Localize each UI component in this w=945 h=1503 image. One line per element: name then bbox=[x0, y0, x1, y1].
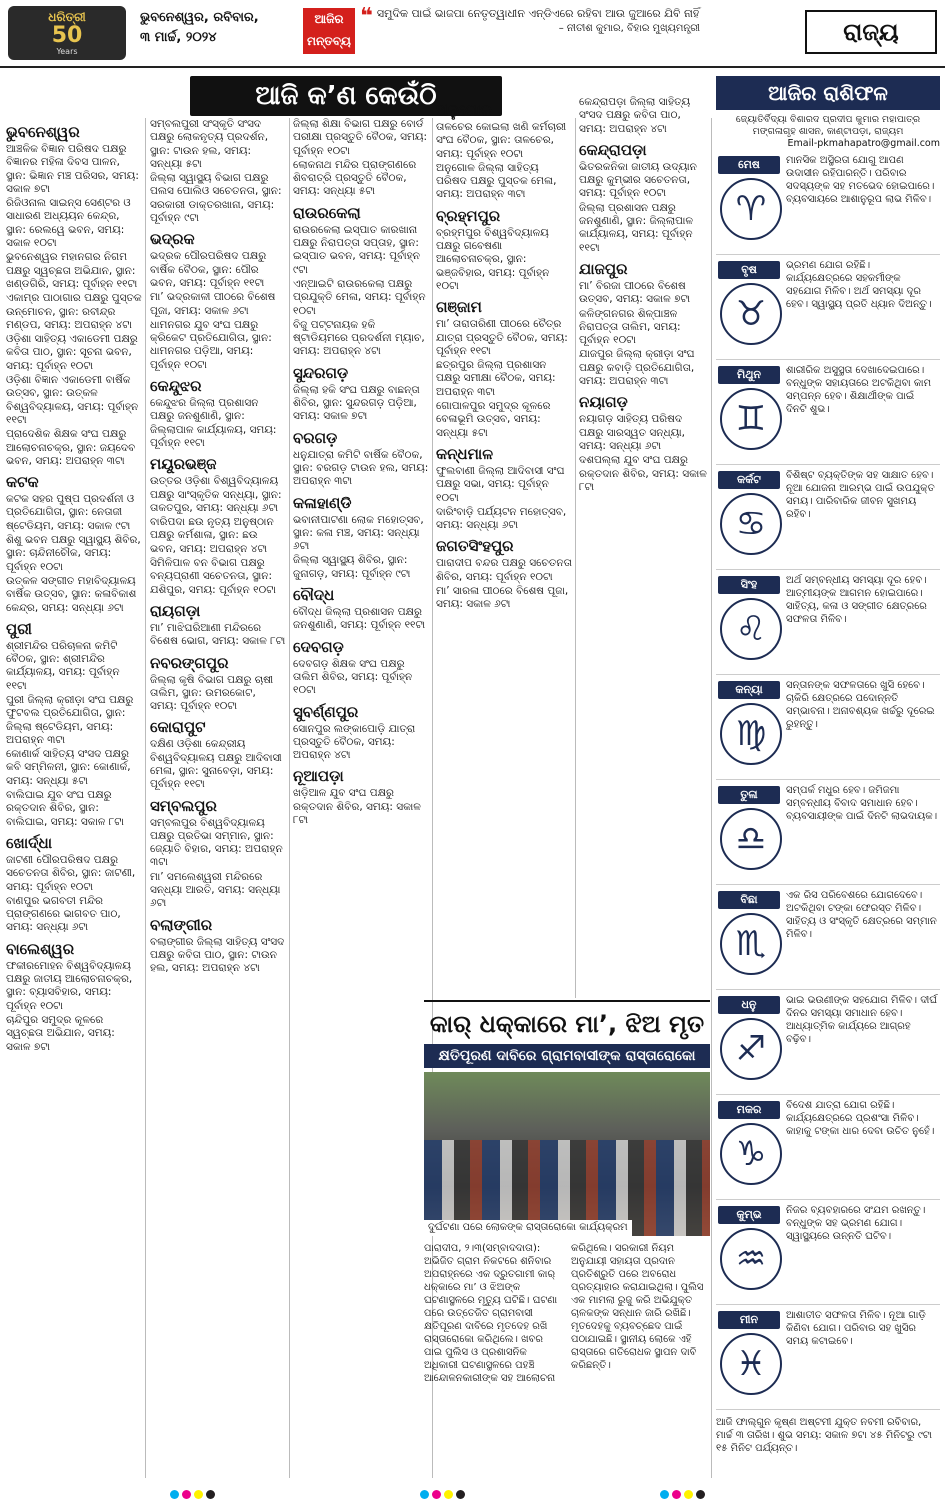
zodiac-prediction: ଅର୍ଥ ସମ୍ବନ୍ଧୀୟ ସମସ୍ୟା ଦୂର ହେବ। ଆତ୍ମୀୟଙ୍କ ଆଗମନ ହୋଇପାରେ। ସାହିତ୍ୟ, କଳା ଓ ସଙ୍ଗୀତ କ୍ଷେତ୍ରରେ ସଫଳତା ମିଳିବ। bbox=[786, 575, 927, 625]
event-listing: ଜିଲ୍ଲା ପ୍ରଶାସନ ପକ୍ଷରୁ ଜନଶୁଣାଣି, ସ୍ଥାନ: ଜିଲ୍ଲାପାଳ କାର୍ଯ୍ୟାଳୟ, ସମୟ: ପୂର୍ବାହ୍ନ ୧୧ଟା bbox=[579, 201, 693, 254]
zodiac-name: ମିଥୁନ bbox=[718, 366, 780, 384]
news-photo bbox=[424, 1072, 710, 1236]
column-divider bbox=[289, 118, 290, 1478]
event-listing: ଶ୍ରୀମନ୍ଦିର ପରିଚାଳନା କମିଟି ବୈଠକ, ସ୍ଥାନ: ଶ୍ରୀମନ୍ଦିର କାର୍ଯ୍ୟାଳୟ, ସମୟ: ପୂର୍ବାହ୍ନ ୧୧ଟା bbox=[6, 639, 120, 692]
district-heading: ସୁନ୍ଦରଗଡ଼ bbox=[293, 363, 349, 382]
photo-caption: ଦୁର୍ଘଟଣା ପରେ ଲୋକଙ୍କ ରାସ୍ତାରୋକୋ କାର୍ଯ୍ୟକ୍ରମ bbox=[424, 1220, 632, 1236]
event-listing: ଭବାନୀପାଟଣା ଲୋକ ମହୋତ୍ସବ, ସ୍ଥାନ: କଳା ମଞ୍ଚ, ସମୟ: ସନ୍ଧ୍ୟା ୬ଟା bbox=[293, 513, 424, 553]
event-listing: ଧାମନଗର ଯୁବ ସଂଘ ପକ୍ଷରୁ କ୍ରିକେଟ ପ୍ରତିଯୋଗିତା, ସ୍ଥାନ: ଧାମନଗର ପଡ଼ିଆ, ସମୟ: ପୂର୍ବାହ୍ନ ୧୦ଟା bbox=[150, 318, 272, 371]
district-heading: ଅନୁଗୋଳ bbox=[436, 101, 492, 119]
aaji-label-1: ଆଜିର bbox=[314, 12, 344, 26]
event-listing: ନୟାଗଡ଼ ସାହିତ୍ୟ ପରିଷଦ ପକ୍ଷରୁ ସାରସ୍ୱତ ସନ୍ଧ୍ୟା, ସମୟ: ସନ୍ଧ୍ୟା ୬ଟା bbox=[579, 413, 686, 452]
zodiac-prediction: ଭାଇ ଭଉଣୀଙ୍କ ସହଯୋଗ ମିଳିବ। ଦୀର୍ଘ ଦିନର ସମସ୍ୟା ସମାଧାନ ହେବ। ଆଧ୍ୟାତ୍ମିକ କାର୍ଯ୍ୟରେ ଆଗ୍ରହ ବଢ଼ିବ। bbox=[786, 995, 938, 1045]
district-heading: ଖୋର୍ଦ୍ଧା bbox=[6, 833, 53, 852]
zodiac-name: ବୃଷ bbox=[718, 261, 780, 279]
zodiac-list bbox=[716, 152, 940, 1410]
zodiac-prediction: ଶାରୀରିକ ଅସୁସ୍ଥତା ଦେଖାଦେଇପାରେ। ବନ୍ଧୁଙ୍କ ସହାୟତାରେ ଅଟକିଥିବା କାମ ସମ୍ପନ୍ନ ହେବ। ଶିକ୍ଷାର୍ଥୀଙ୍କ ପାଇଁ ଦିନଟି ଶୁଭ। bbox=[786, 365, 932, 415]
district-heading: ବରଗଡ଼ bbox=[293, 428, 338, 447]
zodiac-name: କୁମ୍ଭ bbox=[718, 1206, 780, 1224]
district-heading: କେନ୍ଦୁଝର bbox=[150, 377, 202, 396]
event-listing: ବ୍ରହ୍ମପୁର ବିଶ୍ୱବିଦ୍ୟାଳୟ ପକ୍ଷରୁ ଗବେଷଣା ଆଲୋଚନାଚକ୍ର, ସ୍ଥାନ: ଭଞ୍ଜବିହାର, ସମୟ: ପୂର୍ବାହ୍ନ ୧୦ଟା bbox=[436, 226, 550, 292]
district-heading: ନବରଙ୍ଗପୁର bbox=[150, 653, 229, 672]
masthead bbox=[0, 0, 945, 68]
zodiac-name: ତୁଳା bbox=[718, 786, 780, 804]
event-listing: ମା’ ବିରଜା ପୀଠରେ ବିଶେଷ ଉତ୍ସବ, ସମୟ: ସକାଳ ୭ଟା bbox=[579, 279, 691, 306]
logo-name: ଧରିତ୍ରୀ bbox=[48, 10, 86, 24]
zodiac-entry bbox=[716, 257, 940, 360]
events-banner: ଆଜି କ’ଣ କେଉଁଠି bbox=[190, 76, 502, 116]
event-listing: ଜିଲ୍ଲା ସ୍ୱାସ୍ଥ୍ୟ ବିଭାଗ ପକ୍ଷରୁ ପଲସ ପୋଲିଓ ସଚେତନତା, ସ୍ଥାନ: ସରକାରୀ ଡାକ୍ତରଖାନା, ସମୟ: ପୂର୍ବାହ୍ନ ୯ଟା bbox=[150, 172, 282, 225]
district-heading: ବାଲେଶ୍ୱର bbox=[6, 939, 75, 958]
horoscope-panel bbox=[716, 76, 940, 1476]
event-listing: ଜିଲ୍ଲା ହକି ସଂଘ ପକ୍ଷରୁ ବାଛନ୍ତା ଶିବିର, ସ୍ଥାନ: ସୁନ୍ଦରଗଡ଼ ପଡ଼ିଆ, ସମୟ: ସକାଳ ୭ଟା bbox=[293, 383, 420, 423]
event-listing: ଫକୀରମୋହନ ବିଶ୍ୱବିଦ୍ୟାଳୟ ପକ୍ଷରୁ ଜାତୀୟ ଆଲୋଚନାଚକ୍ର, ସ୍ଥାନ: ବ୍ୟାସବିହାର, ସମୟ: ପୂର୍ବାହ୍ନ ୧୦ଟା bbox=[6, 959, 133, 1012]
zodiac-entry bbox=[716, 467, 940, 570]
print-registration-bar bbox=[0, 1480, 945, 1498]
zodiac-symbol-icon: ♑ bbox=[720, 1123, 782, 1185]
district-heading: ବଲାଙ୍ଗୀର bbox=[150, 915, 213, 934]
zodiac-symbol-icon: ♈ bbox=[720, 178, 782, 240]
registration-dots bbox=[170, 1484, 218, 1493]
zodiac-entry bbox=[716, 1307, 940, 1410]
logo-years: Years bbox=[56, 47, 78, 56]
event-listing: କେନ୍ଦୁଝର ଜିଲ୍ଲା ପ୍ରଶାସନ ପକ୍ଷରୁ ଜନଶୁଣାଣି, ସ୍ଥାନ: ଜିଲ୍ଲାପାଳ କାର୍ଯ୍ୟାଳୟ, ସମୟ: ପୂର୍ବାହ୍ନ ୧୧ଟା bbox=[150, 397, 277, 449]
zodiac-name: ମକର bbox=[718, 1101, 780, 1119]
event-listing: ଖଡ଼ିଆଳ ଯୁବ ସଂଘ ପକ୍ଷରୁ ରକ୍ତଦାନ ଶିବିର, ସମୟ: ସକାଳ ୮ଟା bbox=[293, 787, 421, 826]
event-listing: ଏନ୍ଆଇଟି ରାଉରକେଲା ପକ୍ଷରୁ ପ୍ରଯୁକ୍ତି ମେଳା, ସମୟ: ପୂର୍ବାହ୍ନ ୧୦ଟା bbox=[293, 277, 426, 317]
event-listing: ଦକ୍ଷିଣ ଓଡ଼ିଶା କେନ୍ଦ୍ରୀୟ ବିଶ୍ୱବିଦ୍ୟାଳୟ ପକ୍ଷରୁ ଆଦିବାସୀ ମେଳା, ସ୍ଥାନ: ସୁନାବେଡ଼ା, ସମୟ: ପୂର୍ବାହ୍ନ ୧୧ଟା bbox=[150, 738, 282, 791]
zodiac-prediction: ଭ୍ରମଣ ଯୋଗ ରହିଛି। କାର୍ଯ୍ୟକ୍ଷେତ୍ରରେ ସହକର୍ମୀଙ୍କ ସହଯୋଗ ମିଳିବ। ଅର୍ଥ ସମସ୍ୟା ଦୂର ହେବ। ସ୍ୱାସ୍ଥ୍ୟ ପ୍ରତି ଧ୍ୟାନ ଦିଅନ୍ତୁ। bbox=[786, 260, 932, 310]
events-column-4 bbox=[436, 96, 572, 986]
zodiac-prediction: ଆଶାତୀତ ସଫଳତା ମିଳିବ। ନୂଆ ଗାଡ଼ି କିଣିବା ଯୋଗ। ପରିବାର ସହ ଖୁସିର ସମୟ କଟାଇବେ। bbox=[786, 1310, 926, 1347]
event-listing: ଭଦ୍ରକ ପୌରପରିଷଦ ପକ୍ଷରୁ ବାର୍ଷିକ ବୈଠକ, ସ୍ଥାନ: ପୌର ଭବନ, ସମୟ: ପୂର୍ବାହ୍ନ ୧୧ଟା bbox=[150, 250, 267, 289]
events-column-5 bbox=[579, 96, 707, 986]
event-listing: ଦାରିଂବାଡ଼ି ପର୍ଯ୍ୟଟନ ମହୋତ୍ସବ, ସମୟ: ସନ୍ଧ୍ୟା ୬ଟା bbox=[436, 505, 567, 532]
zodiac-prediction: ଏକ ରିସ ପରିବେଶରେ ଯୋଗଦେବେ। ଅଟକିଥିବା ଟଙ୍କା ଫେରସ୍ତ ମିଳିବ। ସାହିତ୍ୟ ଓ ସଂସ୍କୃତି କ୍ଷେତ୍ରରେ ସମ୍ମାନ ମିଳିବ। bbox=[786, 890, 937, 940]
news-subhead: କ୍ଷତିପୂରଣ ଦାବିରେ ଗ୍ରାମବାସୀଙ୍କ ରାସ୍ତାରୋକୋ bbox=[424, 1044, 710, 1068]
event-listing: ବାଲିଘାଇ ଯୁବ ସଂଘ ପକ୍ଷରୁ ରକ୍ତଦାନ ଶିବିର, ସ୍ଥାନ: ବାଲିଘାଇ, ସମୟ: ସକାଳ ୮ଟା bbox=[6, 789, 124, 828]
zodiac-name: ଧନୁ bbox=[718, 996, 780, 1014]
event-listing: ଭୁବନେଶ୍ୱର ମହାନଗର ନିଗମ ପକ୍ଷରୁ ସ୍ୱଚ୍ଛତା ଅଭିଯାନ, ସ୍ଥାନ: ଖଣ୍ଡଗିରି, ସମୟ: ପୂର୍ବାହ୍ନ ୧୧ଟା bbox=[6, 251, 138, 290]
news-story bbox=[424, 1000, 710, 1470]
event-listing: ଉତ୍କଳ ସଙ୍ଗୀତ ମହାବିଦ୍ୟାଳୟ ବାର୍ଷିକ ଉତ୍ସବ, ସ୍ଥାନ: କଳାବିକାଶ କେନ୍ଦ୍ର, ସମୟ: ସନ୍ଧ୍ୟା ୬ଟା bbox=[6, 574, 137, 614]
event-listing: ପୁରୀ ଜିଲ୍ଲା କ୍ରୀଡ଼ା ସଂଘ ପକ୍ଷରୁ ଫୁଟବଲ ପ୍ରତିଯୋଗିତା, ସ୍ଥାନ: ଜିଲ୍ଲା ଷ୍ଟେଡିୟମ, ସମୟ: ଅପରାହ୍ନ ୩ଟା bbox=[6, 693, 134, 746]
event-listing: ଗୋପାଳପୁର ସମୁଦ୍ର କୂଳରେ ବେଳାଭୂମି ଉତ୍ସବ, ସମୟ: ସନ୍ଧ୍ୟା ୫ଟା bbox=[436, 400, 551, 439]
zodiac-prediction: ବିଶିଷ୍ଟ ବ୍ୟକ୍ତିଙ୍କ ସହ ସାକ୍ଷାତ ହେବ। ନୂଆ ଯୋଜନା ଆରମ୍ଭ ପାଇଁ ଉପଯୁକ୍ତ ସମୟ। ପାରିବାରିକ ଜୀବନ ସୁଖମୟ ରହିବ। bbox=[786, 470, 935, 520]
district-heading: ସୁବର୍ଣ୍ଣପୁର bbox=[293, 702, 359, 721]
event-listing: ଧନୁଯାତ୍ରା କମିଟି ବାର୍ଷିକ ବୈଠକ, ସ୍ଥାନ: ବରଗଡ଼ ଟାଉନ ହଲ, ସମୟ: ଅପରାହ୍ନ ୩ଟା bbox=[293, 448, 429, 488]
district-heading: ଜଗତସିଂହପୁର bbox=[436, 537, 514, 556]
event-listing: ମା’ ଭଦ୍ରକାଳୀ ପୀଠରେ ବିଶେଷ ପୂଜା, ସମୟ: ସକାଳ ୬ଟା bbox=[150, 291, 276, 317]
date-line-2: ୩ ମାର୍ଚ୍ଚ, ୨୦୨୪ bbox=[140, 30, 217, 45]
astrologer-email: Email-pkmahapatro@gmail.com bbox=[787, 138, 940, 149]
district-heading: ରାୟଗଡ଼ା bbox=[150, 601, 201, 620]
events-column-2 bbox=[150, 118, 286, 1478]
zodiac-name: କନ୍ୟା bbox=[718, 681, 780, 699]
zodiac-symbol-icon: ♒ bbox=[720, 1228, 782, 1290]
event-listing: ଲୋକନାଥ ମନ୍ଦିର ପ୍ରାଙ୍ଗଣରେ ଶିବରାତ୍ରି ପ୍ରସ୍ତୁତି ବୈଠକ, ସମୟ: ସନ୍ଧ୍ୟା ୫ଟା bbox=[293, 158, 417, 198]
event-listing: କୋଣାର୍କ ସାହିତ୍ୟ ସଂସଦ ପକ୍ଷରୁ କବି ସମ୍ମିଳନୀ, ସ୍ଥାନ: କୋଣାର୍କ, ସମୟ: ସନ୍ଧ୍ୟା ୫ଟା bbox=[6, 748, 131, 787]
event-listing: ଏକାମ୍ର ପାଠାଗାର ପକ୍ଷରୁ ପୁସ୍ତକ ଉନ୍ମୋଚନ, ସ୍ଥାନ: ରବୀନ୍ଦ୍ର ମଣ୍ଡପ, ସମୟ: ଅପରାହ୍ନ ୪ଟା bbox=[6, 292, 142, 331]
district-heading: ବୌଦ୍ଧ bbox=[293, 586, 335, 605]
zodiac-symbol-icon: ♍ bbox=[720, 703, 782, 765]
event-listing: ଦେବଗଡ଼ ଶିକ୍ଷକ ସଂଘ ପକ୍ଷରୁ ତାଲିମ ଶିବିର, ସମୟ: ପୂର୍ବାହ୍ନ ୧୦ଟା bbox=[293, 657, 413, 697]
event-listing: ରିଜିଓନାଲ ସାଇନ୍ସ ସେଣ୍ଟର ଓ ସାଧାରଣ ଅଧ୍ୟୟନ କେନ୍ଦ୍ର, ସ୍ଥାନ: ରେଲୱେ ଭବନ, ସମୟ: ସକାଳ ୧୦ଟା bbox=[6, 197, 131, 250]
zodiac-entry bbox=[716, 992, 940, 1095]
event-listing: ସିମିଳିପାଳ ବନ ବିଭାଗ ପକ୍ଷରୁ ବନ୍ୟପ୍ରାଣୀ ସଚେତନତା, ସ୍ଥାନ: ଯଶିପୁର, ସମୟ: ପୂର୍ବାହ୍ନ ୧୦ଟା bbox=[150, 557, 276, 596]
zodiac-entry bbox=[716, 677, 940, 780]
zodiac-entry bbox=[716, 887, 940, 990]
aaji-mantabya-badge bbox=[303, 8, 355, 54]
event-listing: ଜିଲ୍ଲା ସ୍ୱାସ୍ଥ୍ୟ ଶିବିର, ସ୍ଥାନ: ଜୁନାଗଡ଼, ସମୟ: ପୂର୍ବାହ୍ନ ୯ଟା bbox=[293, 554, 411, 580]
event-listing: ଯାଜପୁର ଜିଲ୍ଲା କ୍ରୀଡ଼ା ସଂଘ ପକ୍ଷରୁ କବାଡ଼ି ପ୍ରତିଯୋଗିତା, ସମୟ: ଅପରାହ୍ନ ୩ଟା bbox=[579, 348, 695, 388]
column-divider bbox=[575, 118, 576, 998]
quote-author: – ନୀତୀଶ କୁମାର, ବିହାର ମୁଖ୍ୟମନ୍ତ୍ରୀ bbox=[558, 23, 700, 34]
news-body bbox=[424, 1242, 710, 1385]
event-listing: କେନ୍ଦ୍ରାପଡ଼ା ଜିଲ୍ଲା ସାହିତ୍ୟ ସଂସଦ ପକ୍ଷରୁ କବିତା ପାଠ, ସମୟ: ଅପରାହ୍ନ ୪ଟା bbox=[579, 96, 691, 135]
event-listing: ଜିଲ୍ଲା ଶିକ୍ଷା ବିଭାଗ ପକ୍ଷରୁ ବୋର୍ଡ ପରୀକ୍ଷା ପ୍ରସ୍ତୁତି ବୈଠକ, ସମୟ: ପୂର୍ବାହ୍ନ ୧୦ଟା bbox=[293, 118, 428, 157]
event-listing: ବୌଦ୍ଧ ଜିଲ୍ଲା ପ୍ରଶାସନ ପକ୍ଷରୁ ଜନଶୁଣାଣି, ସମୟ: ପୂର୍ବାହ୍ନ ୧୧ଟା bbox=[293, 606, 426, 632]
event-listing: ଆଞ୍ଚଳିକ ବିଜ୍ଞାନ ପରିଷଦ ପକ୍ଷରୁ ବିଜ୍ଞାନର ମହିଳା ଦିବସ ପାଳନ, ସ୍ଥାନ: ଭିଜ୍ଞାନ ମଞ୍ଚ ପରିସର, ସମୟ: ସକାଳ ୭ଟା bbox=[6, 143, 139, 195]
event-listing: ରାଉରକେଲା ଇସ୍ପାତ କାରଖାନା ପକ୍ଷରୁ ନିରାପତ୍ତା ସପ୍ତାହ, ସ୍ଥାନ: ଇସ୍ପାତ ଭବନ, ସମୟ: ପୂର୍ବାହ୍ନ ୯ଟା bbox=[293, 223, 420, 276]
quote-of-day bbox=[360, 6, 700, 36]
zodiac-symbol-icon: ♋ bbox=[720, 493, 782, 555]
event-listing: ମା’ ମାଝିଘରିଆଣୀ ମନ୍ଦିରରେ ବିଶେଷ ଭୋଗ, ସମୟ: ସକାଳ ୮ଟା bbox=[150, 621, 286, 648]
district-heading: କଟକ bbox=[6, 473, 39, 492]
event-listing: ଉତ୍ତର ଓଡ଼ିଶା ବିଶ୍ୱବିଦ୍ୟାଳୟ ପକ୍ଷରୁ ସାଂସ୍କୃତିକ ସନ୍ଧ୍ୟା, ସ୍ଥାନ: ତାକତପୁର, ସମୟ: ସନ୍ଧ୍ୟା ୬ଟା bbox=[150, 475, 282, 514]
quote-mark-icon: ❝ bbox=[360, 4, 373, 29]
column-divider bbox=[145, 118, 146, 1478]
event-listing: କଳିଙ୍ଗନଗର ଶିଳ୍ପାଞ୍ଚଳ ନିରାପତ୍ତା ତାଲିମ, ସମୟ: ପୂର୍ବାହ୍ନ ୧୦ଟା bbox=[579, 307, 681, 347]
district-heading: କେନ୍ଦ୍ରାପଡ଼ା bbox=[579, 140, 647, 159]
district-heading: ପୁରୀ bbox=[6, 619, 32, 638]
event-listing: ଜିଲ୍ଲା କୃଷି ବିଭାଗ ପକ୍ଷରୁ ଚାଷୀ ତାଲିମ, ସ୍ଥାନ: ଉମରକୋଟ, ସମୟ: ପୂର୍ବାହ୍ନ ୧୦ଟା bbox=[150, 673, 274, 713]
registration-dots bbox=[420, 1484, 468, 1493]
event-listing: ଓଡ଼ିଶା ବିଜ୍ଞାନ ଏକାଡେମୀ ବାର୍ଷିକ ଉତ୍ସବ, ସ୍ଥାନ: ଉତ୍କଳ ବିଶ୍ୱବିଦ୍ୟାଳୟ, ସମୟ: ପୂର୍ବାହ୍ନ ୧୧ଟା bbox=[6, 374, 139, 426]
district-heading: କଳାହାଣ୍ଡି bbox=[293, 493, 352, 512]
quote-text: ସମୁଦିକ ପାଇଁ ଭାଜପା ନେତୃତ୍ୱାଧୀନ ଏନ୍‌ଡିଏରେ ରହିବା ଆଉ ଜୁଆରେ ଯିବି ନାହିଁ bbox=[376, 7, 700, 20]
zodiac-entry bbox=[716, 782, 940, 885]
zodiac-entry bbox=[716, 1202, 940, 1305]
district-heading: ମୟୂରଭଞ୍ଜ bbox=[150, 455, 217, 474]
event-listing: ବାରିପଦା ଛଉ ନୃତ୍ୟ ଅନୁଷ୍ଠାନ ପକ୍ଷରୁ କର୍ମଶାଳା, ସ୍ଥାନ: ଛଉ ଭବନ, ସମୟ: ଅପରାହ୍ନ ୪ଟା bbox=[150, 516, 274, 555]
district-heading: କନ୍ଧମାଳ bbox=[436, 444, 494, 463]
event-listing: ଛତ୍ରପୁର ଜିଲ୍ଲା ପ୍ରଶାସନ ପକ୍ଷରୁ ସମୀକ୍ଷା ବୈଠକ, ସମୟ: ଅପରାହ୍ନ ୩ଟା bbox=[436, 359, 556, 398]
event-listing: ଫୁଲବାଣୀ ଜିଲ୍ଲା ଆଦିବାସୀ ସଂଘ ପକ୍ଷରୁ ସଭା, ସମୟ: ପୂର୍ବାହ୍ନ ୧୦ଟା bbox=[436, 464, 565, 504]
zodiac-name: ସିଂହ bbox=[718, 576, 780, 594]
astrologer-name: ଜ୍ୟୋତିର୍ବିଦ୍ୟା ବିଶାରଦ ପ୍ରଦୀପ କୁମାର ମହାପାତ୍ର ମଙ୍ଗଳାଗୃହ ଶାସନ, କାଣ୍ଟାପଡ଼ା, ରାଜ୍ୟମ bbox=[735, 114, 921, 137]
registration-dots bbox=[660, 1484, 708, 1493]
event-listing: ଅନୁଗୋଳ ଜିଲ୍ଲା ସାହିତ୍ୟ ପରିଷଦ ପକ୍ଷରୁ ପୁସ୍ତକ ମେଳା, ସମୟ: ଅପରାହ୍ନ ୩ଟା bbox=[436, 161, 557, 201]
event-listing: କଟକ ସହର ପୁଷ୍ପ ପ୍ରଦର୍ଶନୀ ଓ ପ୍ରତିଯୋଗିତା, ସ୍ଥାନ: ନେତାଜୀ ଷ୍ଟେଡିୟମ, ସମୟ: ସକାଳ ୯ଟା bbox=[6, 493, 135, 532]
zodiac-name: ବିଛା bbox=[718, 891, 780, 909]
event-listing: ମା’ ସାରଳା ପୀଠରେ ବିଶେଷ ପୂଜା, ସମୟ: ସକାଳ ୬ଟା bbox=[436, 585, 569, 611]
events-column-3 bbox=[293, 118, 429, 1478]
panchang-note: ଆଜି ଫାଲ୍‌ଗୁନ କୃଷ୍ଣ ଅଷ୍ଟମୀ ଯୁକ୍ତ ନବମୀ ରବିବାର, ମାର୍ଚ୍ଚ ୩ ତାରିଖ। ଶୁଭ ସମୟ: ସକାଳ ୭ଟା ୪୫ ମିନିଟରୁ ୯ଟା ୧୫ ମିନିଟ ପର୍ଯ୍ୟନ୍ତ। bbox=[716, 1417, 932, 1454]
district-heading: ସମ୍ବଲପୁର bbox=[150, 796, 217, 815]
aaji-label-2: ମନ୍ତବ୍ୟ bbox=[307, 34, 351, 48]
event-listing: ବିଜୁ ପଟ୍ଟନାୟକ ହକି ଷ୍ଟାଡିୟମରେ ପ୍ରଦର୍ଶନୀ ମ୍ୟାଚ, ସମୟ: ଅପରାହ୍ନ ୪ଟା bbox=[293, 318, 425, 358]
event-listing: ସମ୍ବଲପୁର ବିଶ୍ୱବିଦ୍ୟାଳୟ ପକ୍ଷରୁ ପ୍ରତିଭା ସମ୍ମାନ, ସ୍ଥାନ: ଜ୍ୟୋତି ବିହାର, ସମୟ: ଅପରାହ୍ନ ୩ଟା bbox=[150, 816, 283, 869]
events-column-1 bbox=[6, 118, 142, 1478]
event-listing: ସମ୍ବଲପୁରୀ ସଂସ୍କୃତି ସଂସଦ ପକ୍ଷରୁ ଲୋକନୃତ୍ୟ ପ୍ରଦର୍ଶନ, ସ୍ଥାନ: ଟାଉନ ହଲ, ସମୟ: ସନ୍ଧ୍ୟା ୫ଟା bbox=[150, 118, 269, 170]
zodiac-entry bbox=[716, 362, 940, 465]
zodiac-symbol-icon: ♓ bbox=[720, 1333, 782, 1395]
zodiac-prediction: ସମ୍ପର୍କ ମଧୁର ହେବ। ଜମିଜମା ସମ୍ବନ୍ଧୀୟ ବିବାଦ ସମାଧାନ ହେବ। ବ୍ୟବସାୟୀଙ୍କ ପାଇଁ ଦିନଟି ଲାଭଦାୟକ। bbox=[786, 785, 938, 822]
zodiac-symbol-icon: ♐ bbox=[720, 1018, 782, 1080]
event-listing: ସୋନପୁର ଲଙ୍କାପୋଡ଼ି ଯାତ୍ରା ପ୍ରସ୍ତୁତି ବୈଠକ, ସମୟ: ଅପରାହ୍ନ ୪ଟା bbox=[293, 722, 416, 762]
event-listing: ମା’ ସମଲେଶ୍ୱରୀ ମନ୍ଦିରରେ ସନ୍ଧ୍ୟା ଆରତି, ସମୟ: ସନ୍ଧ୍ୟା ୬ଟା bbox=[150, 870, 281, 910]
event-listing: ପ୍ରାଦେଶିକ ଶିକ୍ଷକ ସଂଘ ପକ୍ଷରୁ ଆଲୋଚନାଚକ୍ର, ସ୍ଥାନ: ଜୟଦେବ ଭବନ, ସମୟ: ଅପରାହ୍ନ ୩ଟା bbox=[6, 428, 136, 467]
event-listing: ଶିଶୁ ଭବନ ପକ୍ଷରୁ ସ୍ୱାସ୍ଥ୍ୟ ଶିବିର, ସ୍ଥାନ: ଚାନ୍ଦିନୀଚୌକ, ସମୟ: ପୂର୍ବାହ୍ନ ୧୦ଟା bbox=[6, 534, 141, 573]
zodiac-prediction: ମାନସିକ ଅସ୍ଥିରତା ଯୋଗୁ ଆପଣ ଉଦାସୀନ ରହିପାରନ୍ତି। ପରିବାର ସଦସ୍ୟଙ୍କ ସହ ମତଭେଦ ହୋଇପାରେ। ବ୍ୟବସାୟରେ ଆଶାନୁରୂପ ଲାଭ ମିଳିବ। bbox=[786, 155, 935, 205]
district-heading: ଗଞ୍ଜାମ bbox=[436, 298, 482, 317]
zodiac-symbol-icon: ♏ bbox=[720, 913, 782, 975]
horoscope-title: ଆଜିର ରାଶିଫଳ bbox=[716, 76, 940, 110]
district-heading: ଭୁବନେଶ୍ୱର bbox=[6, 123, 80, 141]
zodiac-name: ମୀନ bbox=[718, 1311, 780, 1329]
district-heading: ବ୍ରହ୍ମପୁର bbox=[436, 206, 501, 225]
dharitri-logo bbox=[8, 6, 126, 60]
column-divider bbox=[711, 118, 712, 1478]
event-listing: ଚାନ୍ଦିପୁର ସମୁଦ୍ର କୂଳରେ ସ୍ୱଚ୍ଛତା ଅଭିଯାନ, ସମୟ: ସକାଳ ୭ଟା bbox=[6, 1013, 115, 1053]
logo-number: 50 bbox=[51, 23, 83, 48]
district-heading: ନୂଆପଡ଼ା bbox=[293, 767, 344, 786]
news-headline: କାର୍‌ ଧକ୍କାରେ ମା’, ଝିଅ ମୃତ bbox=[424, 1000, 710, 1040]
zodiac-name: କର୍କଟ bbox=[718, 471, 780, 489]
event-listing: ଦଶପଲ୍ଲା ଯୁବ ସଂଘ ପକ୍ଷରୁ ରକ୍ତଦାନ ଶିବିର, ସମୟ: ସକାଳ ୮ଟା bbox=[579, 454, 707, 493]
event-listing: ପାରାଦୀପ ବନ୍ଦର ପକ୍ଷରୁ ସଚେତନତା ଶିବିର, ସମୟ: ପୂର୍ବାହ୍ନ ୧୦ଟା bbox=[436, 557, 572, 583]
zodiac-entry bbox=[716, 572, 940, 675]
event-listing: ଜାଟଣୀ ପୌରପରିଷଦ ପକ୍ଷରୁ ସଚେତନତା ଶିବିର, ସ୍ଥାନ: ଜାଟଣୀ, ସମୟ: ପୂର୍ବାହ୍ନ ୧୦ଟା bbox=[6, 853, 136, 893]
event-listing: ମା’ ତାରାତାରିଣୀ ପୀଠରେ ଚୈତ୍ର ଯାତ୍ରା ପ୍ରସ୍ତୁତି ବୈଠକ, ସମୟ: ପୂର୍ବାହ୍ନ ୧୧ଟା bbox=[436, 318, 568, 357]
zodiac-entry bbox=[716, 152, 940, 255]
zodiac-prediction: ବିଦେଶ ଯାତ୍ରା ଯୋଗ ରହିଛି। କାର୍ଯ୍ୟକ୍ଷେତ୍ରରେ ପ୍ରଶଂସା ମିଳିବ। କାହାକୁ ଟଙ୍କା ଧାର ଦେବା ଉଚିତ ନୁହେଁ। bbox=[786, 1100, 935, 1137]
district-heading: ରାଉରକେଲା bbox=[293, 203, 361, 222]
dateline bbox=[140, 8, 260, 48]
district-heading: ନୟାଗଡ଼ bbox=[579, 393, 628, 412]
event-listing: ଓଡ଼ିଶା ସାହିତ୍ୟ ଏକାଡେମୀ ପକ୍ଷରୁ କବିତା ପାଠ, ସ୍ଥାନ: ସୂଚନା ଭବନ, ସମୟ: ପୂର୍ବାହ୍ନ ୧୦ଟା bbox=[6, 333, 138, 372]
zodiac-prediction: ସନ୍ତାନଙ୍କ ସଫଳତାରେ ଖୁସି ହେବେ। ଚାକିରି କ୍ଷେତ୍ରରେ ପଦୋନ୍ନତି ସମ୍ଭାବନା। ଅନାବଶ୍ୟକ ଖର୍ଚ୍ଚରୁ ଦୂରେଇ ରୁହନ୍ତୁ। bbox=[786, 680, 935, 730]
zodiac-symbol-icon: ♎ bbox=[720, 808, 782, 870]
section-title: ରାଜ୍ୟ bbox=[805, 10, 937, 54]
zodiac-name: ମେଷ bbox=[718, 156, 780, 174]
district-heading: ଭଦ୍ରକ bbox=[150, 230, 195, 249]
news-body-text: ପାରାଦୀପ, ୨।୩(ସମ୍ବାଦଦାତା): ଅଭିଜିତ ଗ୍ରାମ ନିକଟରେ ଶନିବାର ଅପରାହ୍ନରେ ଏକ ଦ୍ରୁତଗାମୀ କାର୍‌ ଧକ୍କାରେ ମା’ ଓ ଝିଅଙ୍କ ଘଟଣାସ୍ଥଳରେ ମୃତ୍ୟୁ ଘଟିଛି। ଘଟଣା ପରେ ଉତ୍ତେଜିତ ଗ୍ରାମବାସୀ କ୍ଷତିପୂରଣ ଦାବିରେ ମୃତଦେହ ରଖି ରାସ୍ତାରୋକୋ କରିଥିଲେ। ଖବର ପାଇ ପୁଲିସ ଓ ପ୍ରଶାସନିକ ଅଧିକାରୀ ଘଟଣାସ୍ଥଳରେ ପହଞ୍ଚି ଆନ୍ଦୋଳନକାରୀଙ୍କ ସହ ଆଲୋଚନା କରିଥିଲେ। ସରକାରୀ ନିୟମ ଅନୁଯାୟୀ ସହାୟତା ପ୍ରଦାନ ପ୍ରତିଶ୍ରୁତି ପରେ ଅବରୋଧ ପ୍ରତ୍ୟାହାର କରାଯାଇଥିଲା। ପୁଲିସ ଏକ ମାମଲା ରୁଜୁ କରି ଅଭିଯୁକ୍ତ ଚାଳକଙ୍କ ସନ୍ଧାନ ଜାରି ରଖିଛି। ମୃତଦେହକୁ ବ୍ୟବଚ୍ଛେଦ ପାଇଁ ପଠାଯାଇଛି। ସ୍ଥାନୀୟ ଲୋକେ ଏହି ରାସ୍ତାରେ ଗତିରୋଧକ ସ୍ଥାପନ ଦାବି କରିଛନ୍ତି। bbox=[424, 1243, 704, 1384]
zodiac-symbol-icon: ♊ bbox=[720, 388, 782, 450]
event-listing: ବଲାଙ୍ଗୀର ଜିଲ୍ଲା ସାହିତ୍ୟ ସଂସଦ ପକ୍ଷରୁ କବିତା ପାଠ, ସ୍ଥାନ: ଟାଉନ ହଲ, ସମୟ: ଅପରାହ୍ନ ୪ଟା bbox=[150, 935, 285, 975]
district-heading: କୋରାପୁଟ bbox=[150, 718, 206, 737]
zodiac-entry bbox=[716, 1097, 940, 1200]
zodiac-symbol-icon: ♉ bbox=[720, 283, 782, 345]
event-listing: ତାଳଚେର କୋଇଲା ଖଣି କର୍ମଚାରୀ ସଂଘ ବୈଠକ, ସ୍ଥାନ: ତାଳଚେର, ସମୟ: ପୂର୍ବାହ୍ନ ୧୦ଟା bbox=[436, 121, 567, 160]
zodiac-prediction: ନିଜର ବ୍ୟବହାରରେ ସଂଯମ ରଖନ୍ତୁ। ବନ୍ଧୁଙ୍କ ସହ ଭ୍ରମଣ ଯୋଗ। ସ୍ୱାସ୍ଥ୍ୟରେ ଉନ୍ନତି ଘଟିବ। bbox=[786, 1205, 926, 1242]
event-listing: ଭିତରକନିକା ଜାତୀୟ ଉଦ୍ୟାନ ପକ୍ଷରୁ କୁମ୍ଭୀର ସଚେତନତା, ସମୟ: ପୂର୍ବାହ୍ନ ୧୦ଟା bbox=[579, 160, 697, 200]
date-line-1: ଭୁବନେଶ୍ୱର, ରବିବାର, bbox=[140, 10, 259, 25]
event-listing: ବାଣପୁର ଭଗବତୀ ମନ୍ଦିର ପ୍ରାଙ୍ଗଣରେ ଭାଗବତ ପାଠ, ସମୟ: ସନ୍ଧ୍ୟା ୬ଟା bbox=[6, 894, 121, 934]
zodiac-symbol-icon: ♌ bbox=[720, 598, 782, 660]
district-heading: ଯାଜପୁର bbox=[579, 259, 628, 278]
district-heading: ଦେବଗଡ଼ bbox=[293, 637, 344, 656]
